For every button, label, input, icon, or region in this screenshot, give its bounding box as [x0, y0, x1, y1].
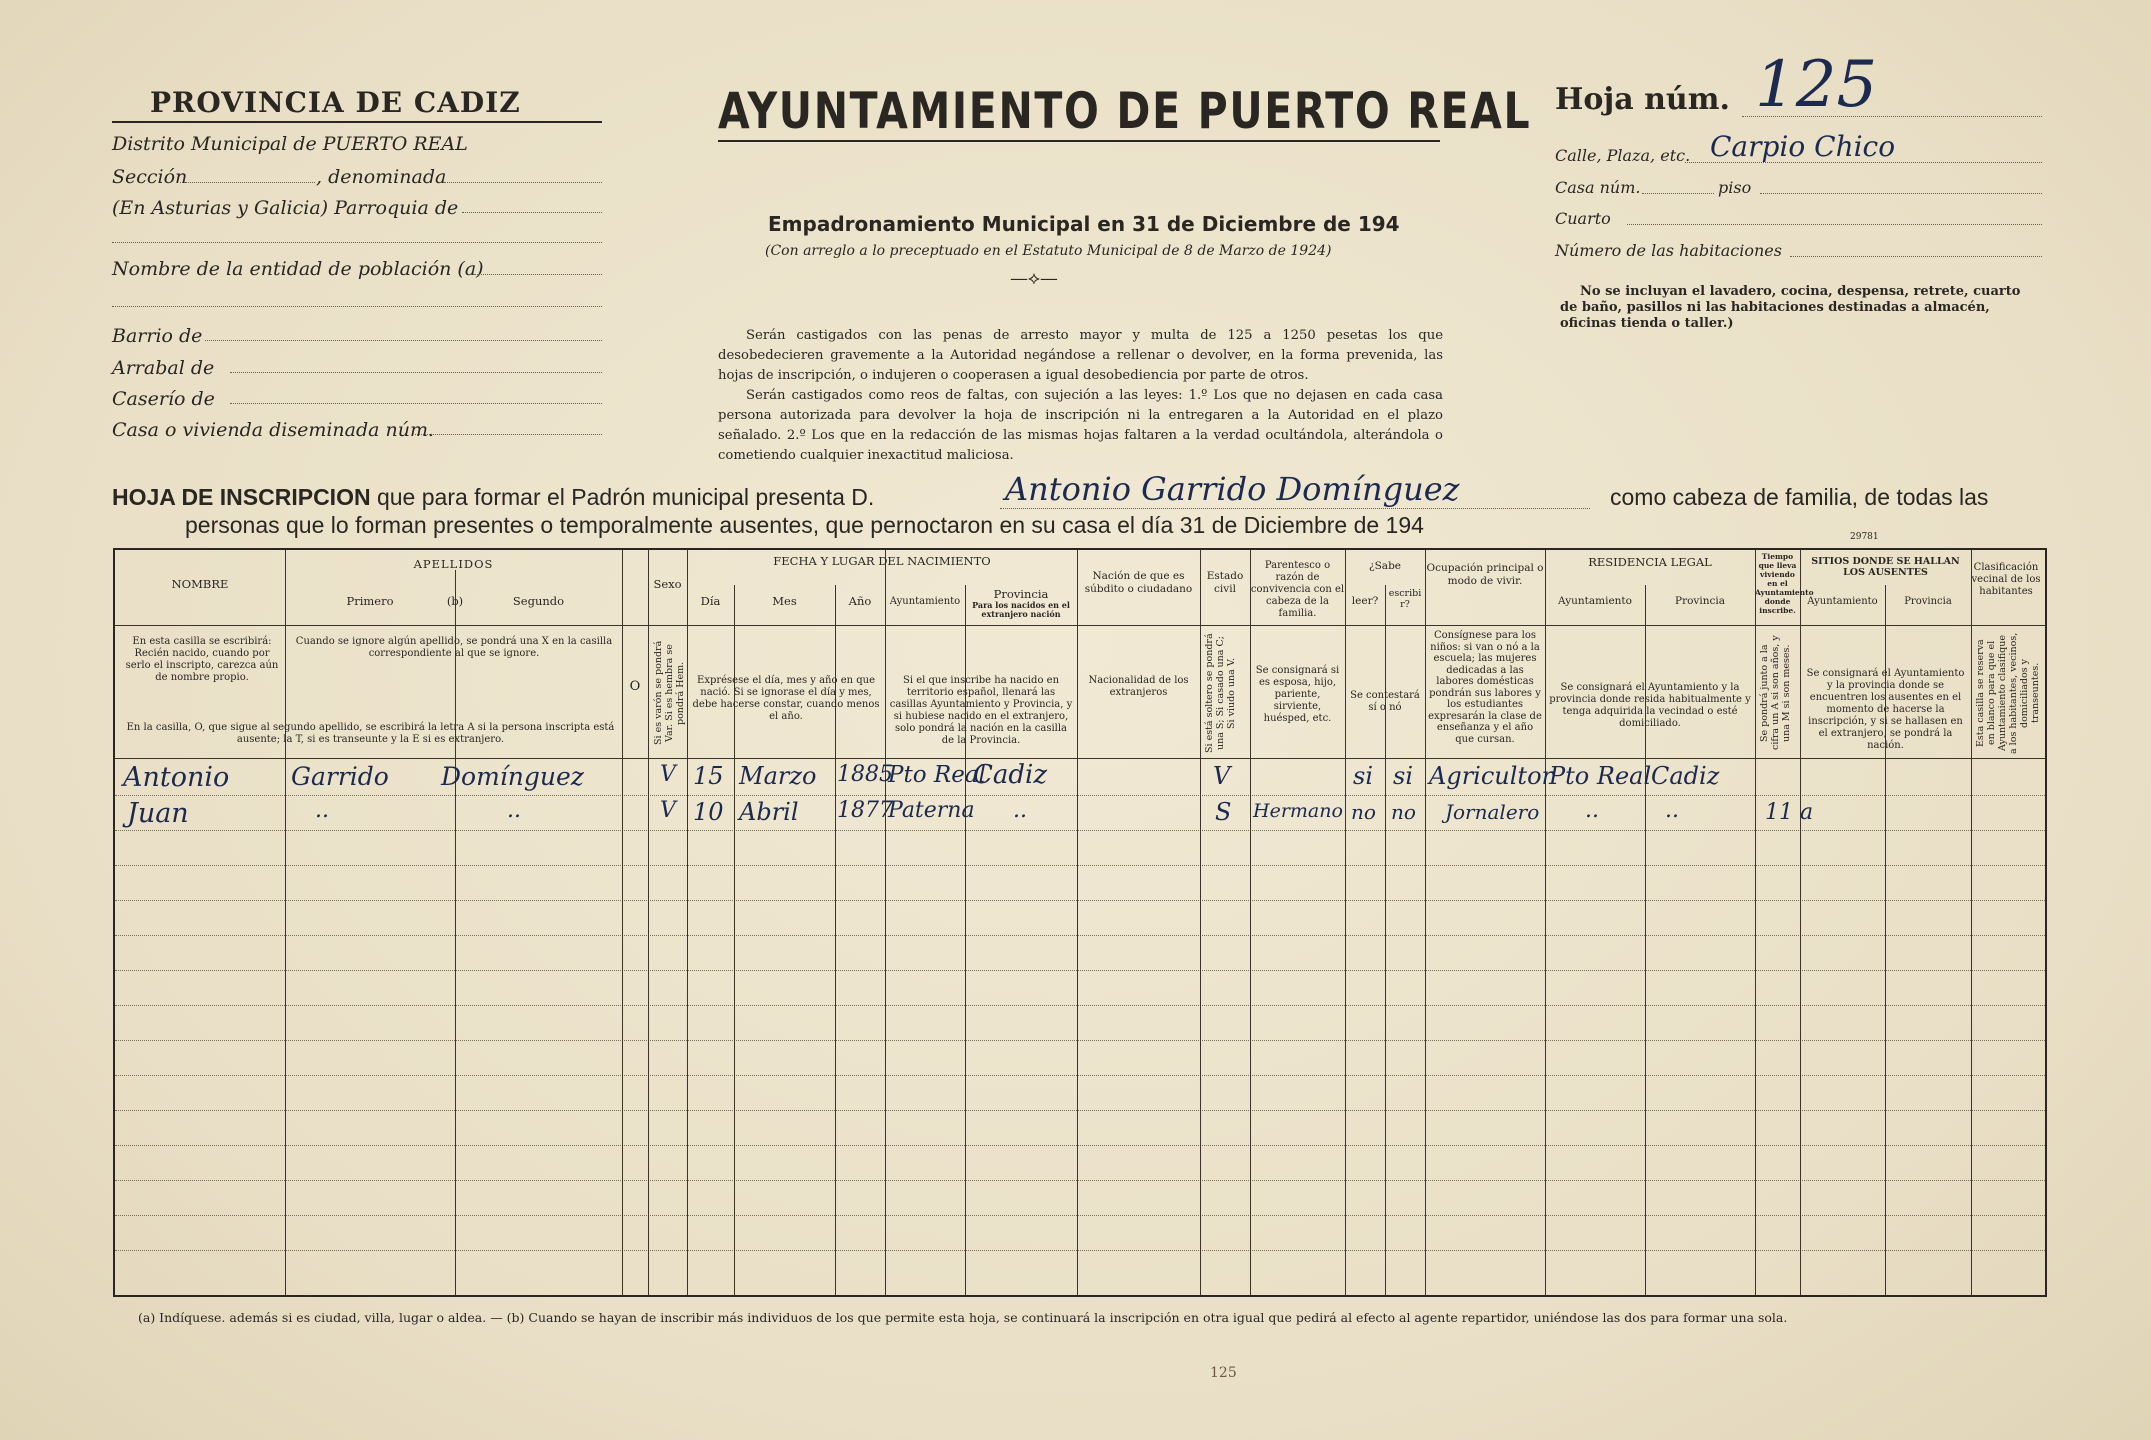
census-table	[113, 548, 2047, 1297]
section-label: Sección	[112, 166, 188, 188]
habitaciones-label: Número de las habitaciones	[1555, 241, 1782, 260]
row2-res-ayto: ..	[1585, 798, 1599, 823]
caserio-line	[230, 403, 602, 404]
habitaciones-line	[1790, 256, 2042, 257]
i-estado: Si está soltero se pondrá una S; Si casado una C; Si viudo una V.	[1204, 633, 1237, 753]
h-dia: Día	[700, 594, 721, 608]
h-primero: Primero	[346, 594, 394, 608]
i-apellidos: Cuando se ignore algún apellido, se pondrá una X en la casilla correspondiente al que se ignore.	[295, 636, 613, 659]
i-o: En la casilla, O, que sigue al segundo apellido, se escribirá la letra A si la persona inscripta está ausente; la T, si es transeunte y la E si es extranjero.	[126, 722, 615, 745]
row2-nombre: Juan	[127, 798, 189, 829]
h-parentesco: Parentesco o razón de convivencia con el cabeza de la familia.	[1250, 560, 1345, 619]
i-fecha: Exprésese el día, mes y año en que nació. Si se ignorase el día y mes, debe hacerse constar, cuando menos el año.	[692, 675, 880, 722]
row1-ayto: Pto Real	[888, 762, 986, 788]
denominada-label: , denominada	[316, 166, 447, 188]
h-apellidos: APELLIDOS	[413, 557, 494, 571]
h-provincia: Provincia	[993, 587, 1049, 601]
province-rule	[112, 121, 602, 123]
h-sabe: ¿Sabe	[1368, 560, 1402, 572]
i-clasificacion: Esta casilla se reserva en blanco para que el Ayuntamiento clasifique a los habitantes, vecinos, domiciliados y transeuntes.	[1975, 632, 2041, 754]
arrabal-line	[230, 372, 602, 373]
col-line	[885, 550, 886, 1295]
inscription-text-a: que para formar el Padrón municipal presenta D.	[376, 484, 875, 510]
district-label: Distrito Municipal de PUERTO REAL	[112, 133, 468, 155]
row1-prov: Cadiz	[973, 760, 1048, 790]
h-clasificacion: Clasificación vecinal de los habitantes	[1971, 562, 2041, 597]
col-line	[455, 570, 456, 1295]
h-res-prov: Provincia	[1675, 595, 1725, 607]
col-line	[687, 550, 688, 1295]
i-sabe: Se contestará sí o nó	[1350, 690, 1420, 713]
row1-ano: 1885	[837, 762, 893, 787]
caserio-label: Caserío de	[112, 388, 215, 410]
barrio-label: Barrio de	[112, 325, 203, 347]
h-sit-ayto: Ayuntamiento	[1807, 596, 1878, 607]
rooms-note: No se incluyan el lavadero, cocina, despensa, retrete, cuarto de baño, pasillos ni las habitaciones destinadas a almacén, oficinas tienda o taller.)	[1560, 284, 2021, 331]
i-nacion: Nacionalidad de los extranjeros	[1088, 675, 1189, 698]
entity-label: Nombre de la entidad de población (a)	[112, 258, 484, 280]
h-b: (b)	[446, 594, 464, 608]
row1-mes: Marzo	[739, 762, 817, 790]
col-line	[1800, 550, 1801, 1295]
i-tiempo: Se pondrá junto a la cifra un A si son años, y una M si son meses.	[1759, 635, 1792, 751]
h-escribir: escribir?	[1388, 588, 1422, 610]
col-line	[285, 550, 286, 1295]
head-name-value: Antonio Garrido Domínguez	[1005, 470, 1460, 508]
empadronamiento-title: Empadronamiento Municipal en 31 de Diciembre de 194	[768, 212, 1400, 236]
col-line	[1200, 550, 1201, 1295]
row2-prov: ..	[1013, 798, 1027, 823]
col-line	[648, 550, 649, 1295]
inscription-heading: HOJA DE INSCRIPCION	[112, 484, 371, 510]
row2-sexo: V	[660, 798, 676, 823]
title-rule	[718, 140, 1440, 142]
h-nombre: NOMBRE	[171, 577, 229, 591]
denominada-line	[440, 182, 602, 183]
i-residencia: Se consignará el Ayuntamiento y la provincia donde resida habitualmente y tenga adquirida la vecindad o esté domiciliado.	[1549, 682, 1751, 729]
row1-res-prov: Cadiz	[1651, 762, 1720, 790]
row2-leer: no	[1351, 800, 1376, 824]
col-line	[1345, 550, 1346, 1295]
h-estado: Estado civil	[1206, 570, 1244, 595]
inscription-text-c: como cabeza de familia, de todas las	[1610, 484, 1989, 510]
h-provincia-sub: Para los nacidos en el extranjero nación	[972, 600, 1070, 619]
ornament: —⟡—	[1010, 268, 1058, 289]
i-parentesco: Se consignará si es esposa, hijo, pariente, sirviente, huésped, etc.	[1255, 665, 1340, 724]
section-line	[180, 182, 315, 183]
inscription-line-2: personas que lo forman presentes o temporalmente ausentes, que pernoctaron en su casa el día 31 de Diciembre de 194	[185, 512, 1424, 538]
col-line	[1545, 550, 1546, 1295]
h-ayto: Ayuntamiento	[889, 596, 961, 607]
h-ano: Año	[848, 594, 872, 608]
row1-ocupacion: Agricultor	[1429, 762, 1553, 790]
row1-estado: V	[1213, 762, 1231, 790]
h-ocupacion: Ocupación principal o modo de vivir.	[1426, 562, 1544, 587]
row2-ano: 1877	[837, 798, 893, 823]
cuarto-label: Cuarto	[1555, 209, 1611, 228]
row2-mes: Abril	[739, 798, 799, 826]
row1-nombre: Antonio	[123, 762, 230, 793]
row2-tiempo: 11 a	[1765, 800, 1814, 825]
row2-res-prov: ..	[1665, 798, 1679, 823]
row1-res-ayto: Pto Real	[1549, 762, 1652, 790]
col-line	[1250, 550, 1251, 1295]
statute-subtitle: (Con arreglo a lo preceptuado en el Estatuto Municipal de 8 de Marzo de 1924)	[765, 243, 1332, 259]
piso-line	[1760, 193, 2042, 194]
footnote: (a) Indíquese. además si es ciudad, villa, lugar o aldea. — (b) Cuando se hayan de inscribir más individuos de los que permite esta hoja, se continuará la inscripción en otra igual que pedirá al efecto al agente repartidor, uniéndose las dos para formar una sola.	[138, 1310, 1788, 1325]
h-nacion: Nación de que es súbdito o ciudadano	[1084, 570, 1193, 595]
arrabal-label: Arrabal de	[112, 357, 215, 379]
col-line	[1077, 550, 1078, 1295]
h-res-ayto: Ayuntamiento	[1558, 595, 1632, 607]
row2-dia: 10	[693, 798, 724, 826]
row2-escribir: no	[1391, 800, 1416, 824]
piso-label: piso	[1718, 178, 1752, 197]
casa-diseminada-label: Casa o vivienda diseminada núm.	[112, 419, 435, 441]
printer-code: 29781	[1850, 532, 1879, 542]
casa-diseminada-line	[415, 434, 602, 435]
parish-line-2	[112, 242, 602, 243]
h-sitios: SITIOS DONDE SE HALLAN LOS AUSENTES	[1811, 556, 1960, 578]
barrio-line	[205, 340, 602, 341]
i-ocupacion: Consígnese para los niños: si van o nó a la escuela; las mujeres dedicadas a las labores domésticas pondrán sus labores y los estudiantes expresarán la clase de enseñanza y el año que cursan.	[1428, 630, 1542, 745]
h-tiempo: Tiempo que lleva viviendo en el Ayuntamiento donde inscribe.	[1755, 552, 1814, 615]
row1-escribir: si	[1393, 762, 1413, 790]
h-fecha: FECHA Y LUGAR DEL NACIMIENTO	[773, 554, 991, 568]
row1-primero: Garrido	[291, 762, 389, 791]
row1-segundo: Domínguez	[441, 762, 584, 791]
col-line	[622, 550, 623, 1295]
row2-estado: S	[1215, 798, 1232, 826]
row1-dia: 15	[693, 762, 724, 790]
cuarto-line	[1627, 224, 2042, 225]
row2-parentesco: Hermano	[1253, 800, 1343, 822]
sheet-number-label: Hoja núm.	[1555, 82, 1730, 117]
row2-segundo: ..	[507, 798, 521, 823]
penalty-paragraph-2: Serán castigados como reos de faltas, con sujeción a las leyes: 1.º Los que no dejasen en cada casa persona autorizada para devolver la hoja de inscripción ni la entregaren a la Autoridad en el plazo señalado. 2.º Los que en la redacción de las mismas hojas faltaren a la verdad ocultándola, alterándola o cometiendo cualquier inexactitud maliciosa.	[718, 388, 1443, 463]
document-title: AYUNTAMIENTO DE PUERTO REAL	[718, 82, 1532, 140]
i-sitios: Se consignará el Ayuntamiento y la provincia donde se encuentren los ausentes en el momento de hacerse la inscripción, y si se hallasen en el extranjero, se pondrá la nación.	[1806, 668, 1965, 751]
row1-leer: si	[1353, 762, 1373, 790]
col-line	[1425, 550, 1426, 1295]
i-sexo: Si es varón se pondrá Var. Si es hembra se pondrá Hem.	[653, 640, 686, 746]
inscription-line-1	[112, 484, 874, 511]
entity-line	[468, 274, 602, 275]
h-segundo: Segundo	[512, 594, 565, 608]
row1-sexo: V	[660, 762, 676, 787]
parish-line	[462, 212, 602, 213]
calle-value: Carpio Chico	[1710, 130, 1896, 163]
col-line	[1755, 550, 1756, 1295]
h-leer: leer?	[1351, 595, 1379, 607]
penalty-paragraph-1: Serán castigados con las penas de arresto mayor y multa de 125 a 1250 pesetas los que desobedecieren gravemente a la Autoridad negándose a rellenar o devolver, en la forma prevenida, las hojas de inscripción, o indujeren o cooperasen a igual desobediencia por parte de otros.	[718, 328, 1443, 383]
casa-num-line	[1642, 193, 1714, 194]
row2-ocupacion: Jornalero	[1445, 800, 1540, 824]
page-stamp: 125	[1210, 1365, 1237, 1381]
i-nombre: En esta casilla se escribirá: Recién nacido, cuando por serlo el inscripto, carezca aún de nombre propio.	[125, 636, 279, 683]
col-line	[1971, 550, 1972, 1295]
calle-label: Calle, Plaza, etc.	[1555, 146, 1691, 165]
province-title: PROVINCIA DE CADIZ	[150, 86, 521, 119]
row2-primero: ..	[315, 798, 329, 823]
h-sexo: Sexo	[653, 577, 682, 591]
i-o-label: O	[629, 679, 641, 694]
casa-num-label: Casa núm.	[1555, 178, 1641, 197]
h-residencia: RESIDENCIA LEGAL	[1588, 555, 1712, 569]
i-lugar: Si el que inscribe ha nacido en territorio español, llenará las casillas Ayuntamiento y Provincia, y si hubiese nacido en el extranjero, solo pondrá la nación en la casilla de la Provincia.	[889, 675, 1073, 746]
row2-ayto: Paterna	[888, 798, 975, 823]
head-name-line	[1000, 508, 1590, 509]
entity-line-2	[112, 306, 602, 307]
h-mes: Mes	[772, 594, 797, 608]
h-sit-prov: Provincia	[1904, 596, 1952, 607]
sheet-number-value: 125	[1755, 48, 1878, 122]
parish-label: (En Asturias y Galicia) Parroquia de	[112, 197, 459, 219]
